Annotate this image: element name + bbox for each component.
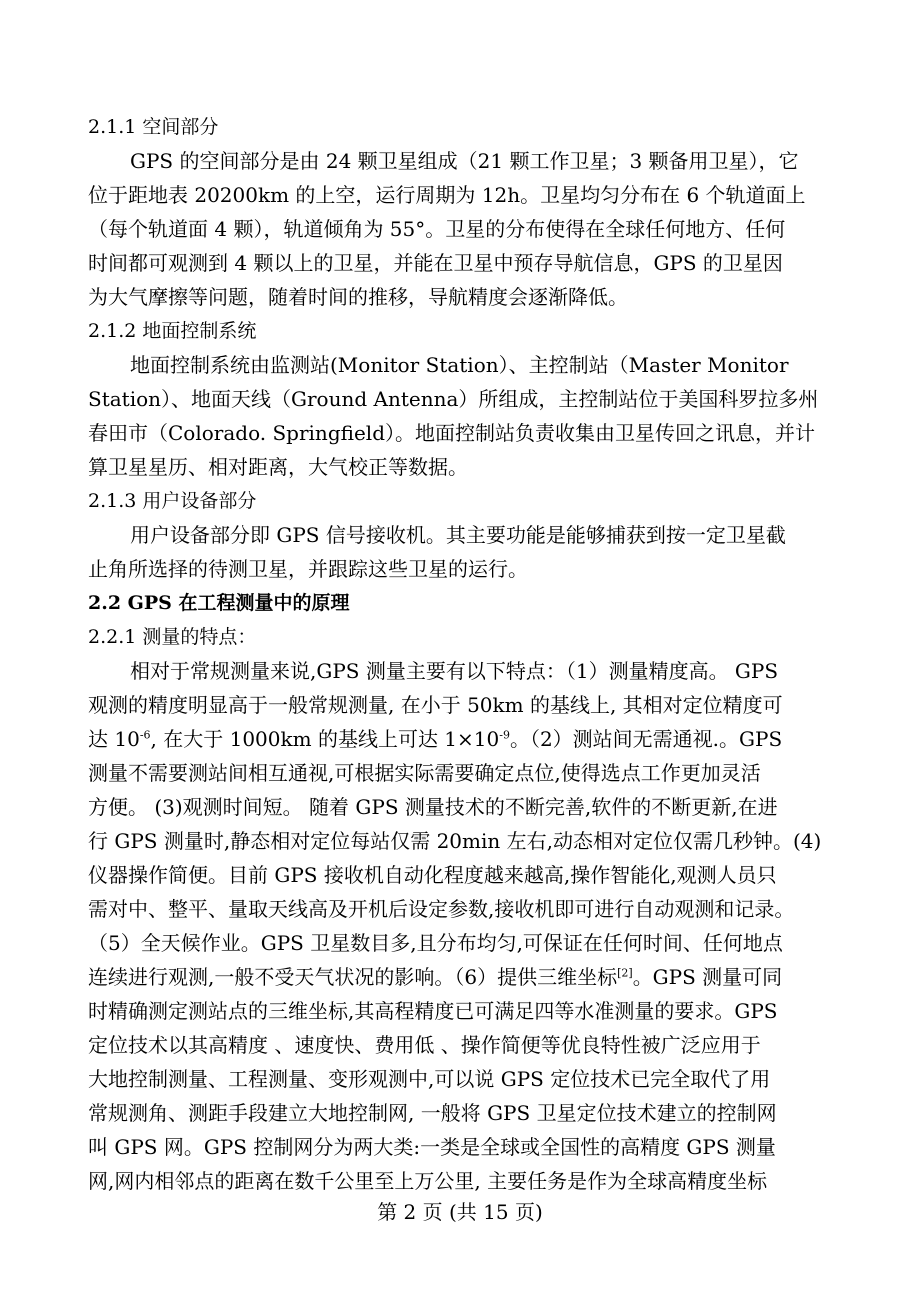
text-run: 地面控制系统由监测站(Monitor Station）、主控制站（Master Monitor — [130, 353, 789, 377]
page-footer: 第 2 页 (共 15 页) — [377, 1200, 543, 1224]
text-line — [88, 790, 833, 824]
text-line — [88, 1096, 833, 1130]
text-run: 仪器操作简便。目前 GPS 接收机自动化程度越来越高,操作智能化,观测人员只 — [88, 863, 777, 887]
text-line — [88, 382, 833, 416]
text-run: 测量不需要测站间相互通视,可根据实际需要确定点位,使得选点工作更加灵活 — [88, 761, 761, 785]
text-run: Station）、地面天线（Ground Antenna）所组成，主控制站位于美国科罗拉多州 — [88, 387, 819, 411]
text-run: 需对中、整平、量取天线高及开机后设定参数,接收机即可进行自动观测和记录。 — [88, 897, 795, 921]
text-run: 时间都可观测到 4 颗以上的卫星，并能在卫星中预存导航信息，GPS 的卫星因 — [88, 251, 783, 275]
text-line — [88, 756, 833, 790]
text-line — [88, 722, 833, 756]
text-run: 为大气摩擦等问题，随着时间的推移，导航精度会逐渐降低。 — [88, 285, 628, 309]
text-run: , 在大于 1000km 的基线上可达 1×10 — [150, 727, 500, 751]
text-line — [88, 1164, 833, 1198]
paragraph — [88, 144, 833, 314]
text-run: 位于距地表 20200km 的上空，运行周期为 12h。卫星均匀分布在 6 个轨道面上 — [88, 183, 806, 207]
text-run: （每个轨道面 4 颗），轨道倾角为 55°。卫星的分布使得在全球任何地方、任何 — [88, 217, 786, 241]
text-run: 春田市（Colorado. Springfield）。地面控制站负责收集由卫星传回之讯息，并计 — [88, 421, 815, 445]
text-run: 连续进行观测,一般不受天气状况的影响。（6）提供三维坐标 — [88, 965, 618, 989]
text-line — [88, 824, 833, 858]
text-line — [88, 178, 833, 212]
text-line — [88, 926, 833, 960]
text-line — [88, 1130, 833, 1164]
text-run: GPS 的空间部分是由 24 颗卫星组成（21 颗工作卫星；3 颗备用卫星），它 — [130, 149, 799, 173]
text-line — [88, 858, 833, 892]
text-run: 。GPS 测量可同 — [632, 965, 783, 989]
text-line — [88, 518, 833, 552]
text-line — [88, 246, 833, 280]
text-run: 用户设备部分即 GPS 信号接收机。其主要功能是能够捕获到按一定卫星截 — [130, 523, 786, 547]
text-run: 止角所选择的待测卫星，并跟踪这些卫星的运行。 — [88, 557, 528, 581]
text-run: 时精确测定测站点的三维坐标,其高程精度已可满足四等水准测量的要求。GPS — [88, 999, 778, 1023]
paragraph — [88, 348, 833, 484]
text-line — [88, 688, 833, 722]
paragraph — [88, 518, 833, 586]
text-line — [88, 552, 833, 586]
text-run: 达 10 — [88, 727, 140, 751]
text-run: 叫 GPS 网。GPS 控制网分为两大类:一类是全球或全国性的高精度 GPS 测量 — [88, 1135, 776, 1159]
text-run: 算卫星星历、相对距离，大气校正等数据。 — [88, 455, 468, 479]
section-heading: 2.1.2 地面控制系统 — [88, 320, 257, 342]
text-run: 行 GPS 测量时,静态相对定位每站仅需 20min 左右,动态相对定位仅需几秒钟。(4) — [88, 829, 822, 853]
text-line — [88, 654, 833, 688]
text-run: 网,网内相邻点的距离在数千公里至上万公里, 主要任务是作为全球高精度坐标 — [88, 1169, 768, 1193]
text-line — [88, 1062, 833, 1096]
section-heading: 2.2 GPS 在工程测量中的原理 — [88, 592, 350, 614]
superscript: [2] — [617, 966, 633, 980]
superscript: -9 — [499, 728, 510, 742]
text-run: 定位技术以其高精度 、速度快、费用低 、操作简便等优良特性被广泛应用于 — [88, 1033, 761, 1057]
text-line — [88, 450, 833, 484]
document-body — [88, 110, 833, 1198]
text-line — [88, 212, 833, 246]
text-line — [88, 348, 833, 382]
text-line — [88, 1028, 833, 1062]
text-line — [88, 960, 833, 994]
text-line — [88, 892, 833, 926]
section-heading: 2.2.1 测量的特点： — [88, 626, 257, 648]
text-line — [88, 416, 833, 450]
text-run: （5）全天候作业。GPS 卫星数目多,且分布均匀,可保证在任何时间、任何地点 — [88, 931, 783, 955]
text-run: 方便。 (3)观测时间短。 随着 GPS 测量技术的不断完善,软件的不断更新,在进 — [88, 795, 778, 819]
section-heading: 2.1.1 空间部分 — [88, 116, 219, 138]
text-line — [88, 994, 833, 1028]
text-run: 相对于常规测量来说,GPS 测量主要有以下特点：（1）测量精度高。 GPS — [130, 659, 779, 683]
text-run: 。（2）测站间无需通视.。GPS — [509, 727, 783, 751]
section-heading: 2.1.3 用户设备部分 — [88, 490, 257, 512]
text-run: 观测的精度明显高于一般常规测量, 在小于 50km 的基线上, 其相对定位精度可 — [88, 693, 783, 717]
superscript: -6 — [139, 728, 151, 742]
paragraph — [88, 654, 833, 1198]
text-line — [88, 280, 833, 314]
text-run: 大地控制测量、工程测量、变形观测中,可以说 GPS 定位技术已完全取代了用 — [88, 1067, 771, 1091]
text-run: 常规测角、测距手段建立大地控制网, 一般将 GPS 卫星定位技术建立的控制网 — [88, 1101, 777, 1125]
text-line — [88, 144, 833, 178]
